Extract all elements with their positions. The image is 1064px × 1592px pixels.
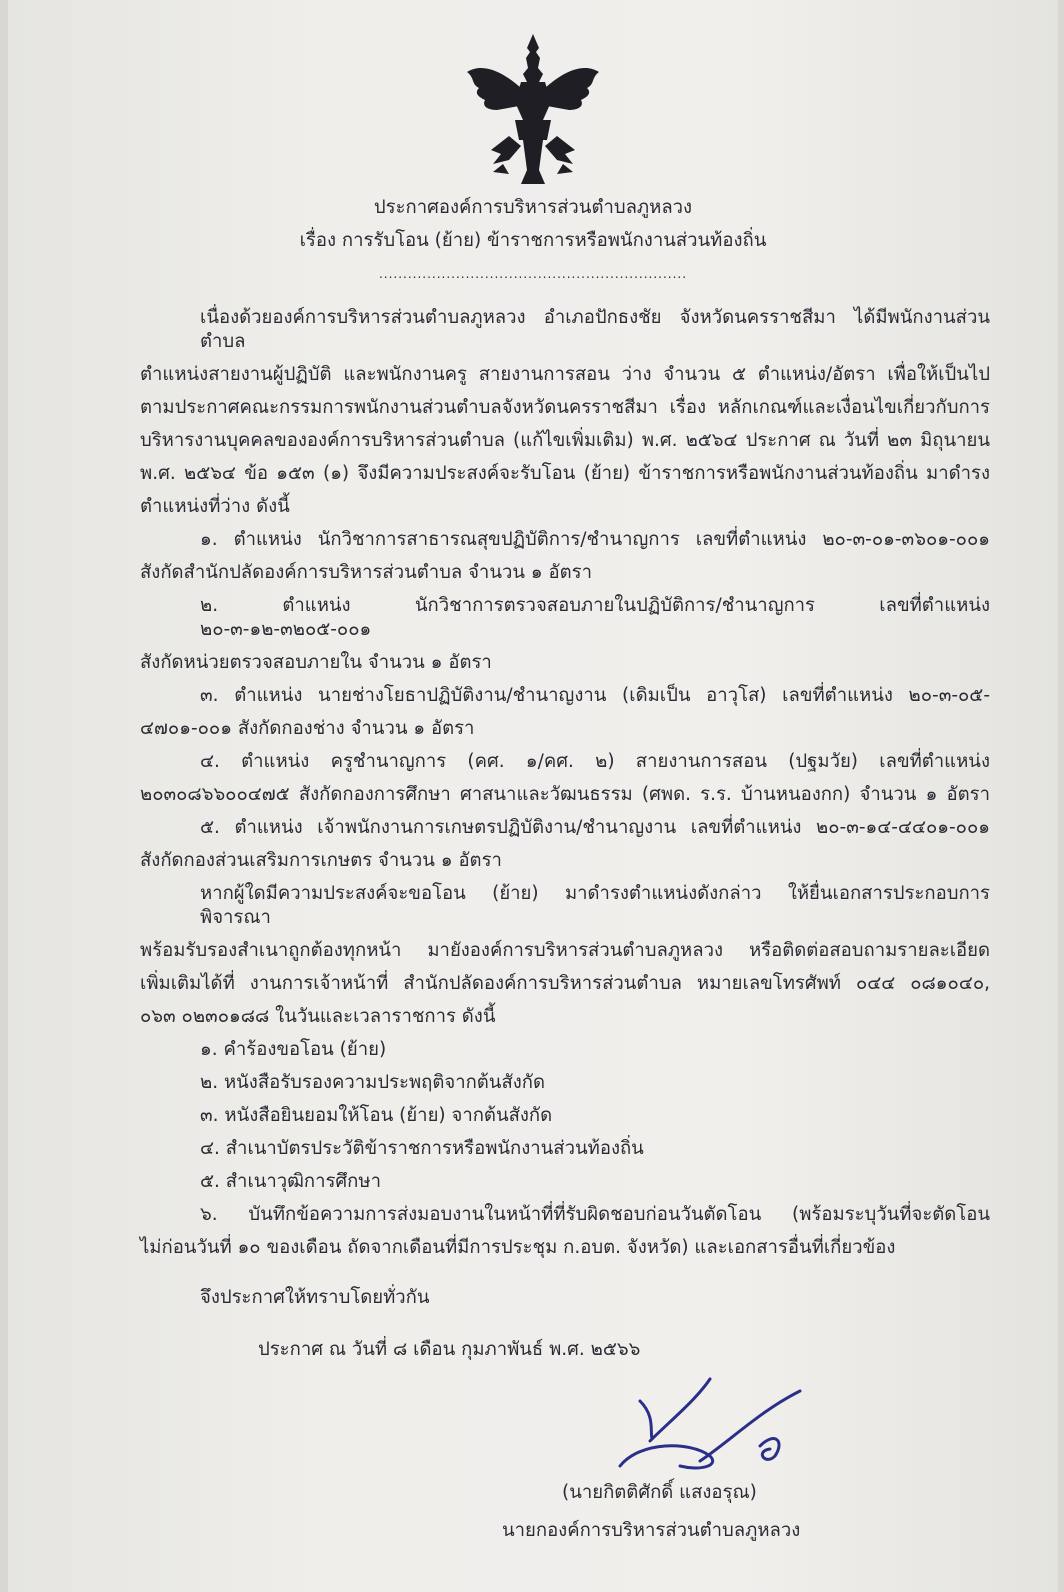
document-item: ๑. คำร้องขอโอน (ย้าย)	[200, 1039, 387, 1060]
position-4: ๔. ตำแหน่ง ครูชำนาญการ (คศ. ๑/คศ. ๒) สายงานการสอน (ปฐมวัย) เลขที่ตำแหน่ง	[200, 751, 990, 772]
document-body	[140, 188, 990, 1543]
announcement-subject: เรื่อง การรับโอน (ย้าย) ข้าราชการหรือพนักงานส่วนท้องถิ่น	[299, 230, 767, 251]
position-4-unit: ๒๐๓๐๘๖๖๐๐๔๗๕ สังกัดกองการศึกษา ศาสนาและวัฒนธรรม (ศพด. ร.ร. บ้านหนองกก) จำนวน ๑ อัตรา	[140, 784, 990, 805]
intro-line: เนื่องด้วยองค์การบริหารส่วนตำบลภูหลวง อำเภอปักธงชัย จังหวัดนครราชสีมา ได้มีพนักงานส่วนตำบล	[200, 307, 990, 352]
document-item: ๓. หนังสือยินยอมให้โอน (ย้าย) จากต้นสังกัด	[200, 1105, 553, 1126]
document-item: ๒. หนังสือรับรองความประพฤติจากต้นสังกัด	[200, 1072, 545, 1093]
document-page	[8, 0, 1058, 1592]
intro-line: พ.ศ. ๒๕๖๔ ข้อ ๑๕๓ (๑) จึงมีความประสงค์จะรับโอน (ย้าย) ข้าราชการหรือพนักงานส่วนท้องถิ่น มาดำรง	[140, 463, 990, 484]
intro-line: ตามประกาศคณะกรรมการพนักงานส่วนตำบลจังหวัดนครราชสีมา เรื่อง หลักเกณฑ์และเงื่อนไขเกี่ยวกับการ	[140, 397, 990, 418]
signer-name: (นายกิตติศักดิ์ แสงอรุณ)	[562, 1482, 757, 1503]
intro-line: ตำแหน่งสายงานผู้ปฏิบัติ และพนักงานครู สายงานการสอน ว่าง จำนวน ๕ ตำแหน่ง/อัตรา เพื่อให้เป็นไป	[140, 364, 990, 385]
position-1-unit: สังกัดสำนักปลัดองค์การบริหารส่วนตำบล จำนวน ๑ อัตรา	[140, 562, 592, 583]
application-line: หากผู้ใดมีความประสงค์จะขอโอน (ย้าย) มาดำรงตำแหน่งดังกล่าว ให้ยื่นเอกสารประกอบการพิจารณา	[200, 883, 990, 928]
document-item-cont: ไม่ก่อนวันที่ ๑๐ ของเดือน ถัดจากเดือนที่มีการประชุม ก.อบต. จังหวัด) และเอกสารอื่นที่เกี่ยวข้อง	[140, 1237, 896, 1258]
position-2: ๒. ตำแหน่ง นักวิชาการตรวจสอบภายในปฏิบัติการ/ชำนาญการ เลขที่ตำแหน่ง ๒๐-๓-๑๒-๓๒๐๕-๐๐๑	[200, 595, 990, 640]
divider: ................................................................	[378, 267, 688, 281]
garuda-emblem-icon	[463, 0, 603, 188]
application-line: เพิ่มเติมได้ที่ งานการเจ้าหน้าที่ สำนักปลัดองค์การบริหารส่วนตำบล หมายเลขโทรศัพท์ ๐๔๔ ๐๘๑๐๔๐,	[140, 973, 990, 994]
position-3-unit: ๔๗๐๑-๐๐๑ สังกัดกองช่าง จำนวน ๑ อัตรา	[140, 718, 475, 739]
closing-statement: จึงประกาศให้ทราบโดยทั่วกัน	[200, 1287, 430, 1308]
signature	[560, 1371, 840, 1481]
application-line: ๐๖๓ ๐๒๓๐๑๘๘ ในวันและเวลาราชการ ดังนี้	[140, 1006, 496, 1027]
announcement-date: ประกาศ ณ วันที่ ๘ เดือน กุมภาพันธ์ พ.ศ. ๒๕๖๖	[258, 1339, 641, 1360]
signer-title: นายกองค์การบริหารส่วนตำบลภูหลวง	[502, 1520, 801, 1541]
document-item: ๕. สำเนาวุฒิการศึกษา	[200, 1171, 381, 1192]
position-1: ๑. ตำแหน่ง นักวิชาการสาธารณสุขปฏิบัติการ/ชำนาญการ เลขที่ตำแหน่ง ๒๐-๓-๐๑-๓๖๐๑-๐๐๑	[200, 529, 990, 550]
position-3: ๓. ตำแหน่ง นายช่างโยธาปฏิบัติงาน/ชำนาญงาน (เดิมเป็น อาวุโส) เลขที่ตำแหน่ง ๒๐-๓-๐๕-	[200, 685, 990, 706]
intro-line: บริหารงานบุคคลขององค์การบริหารส่วนตำบล (แก้ไขเพิ่มเติม) พ.ศ. ๒๕๖๔ ประกาศ ณ วันที่ ๒๓ มิถุนายน	[140, 430, 990, 451]
signature-area	[560, 1371, 840, 1481]
announcement-title: ประกาศองค์การบริหารส่วนตำบลภูหลวง	[373, 197, 693, 218]
position-5: ๕. ตำแหน่ง เจ้าพนักงานการเกษตรปฏิบัติงาน/ชำนาญงาน เลขที่ตำแหน่ง ๒๐-๓-๑๔-๔๔๐๑-๐๐๑	[200, 817, 990, 838]
document-item: ๖. บันทึกข้อความการส่งมอบงานในหน้าที่ที่รับผิดชอบก่อนวันตัดโอน (พร้อมระบุวันที่จะตัดโอน	[200, 1204, 990, 1225]
position-2-unit: สังกัดหน่วยตรวจสอบภายใน จำนวน ๑ อัตรา	[140, 652, 492, 673]
intro-line: ตำแหน่งที่ว่าง ดังนี้	[140, 496, 290, 517]
position-5-unit: สังกัดกองส่วนเสริมการเกษตร จำนวน ๑ อัตรา	[140, 850, 502, 871]
document-item: ๔. สำเนาบัตรประวัติข้าราชการหรือพนักงานส่วนท้องถิ่น	[200, 1138, 644, 1159]
application-line: พร้อมรับรองสำเนาถูกต้องทุกหน้า มายังองค์การบริหารส่วนตำบลภูหลวง หรือติดต่อสอบถามรายละเอียด	[140, 940, 990, 961]
